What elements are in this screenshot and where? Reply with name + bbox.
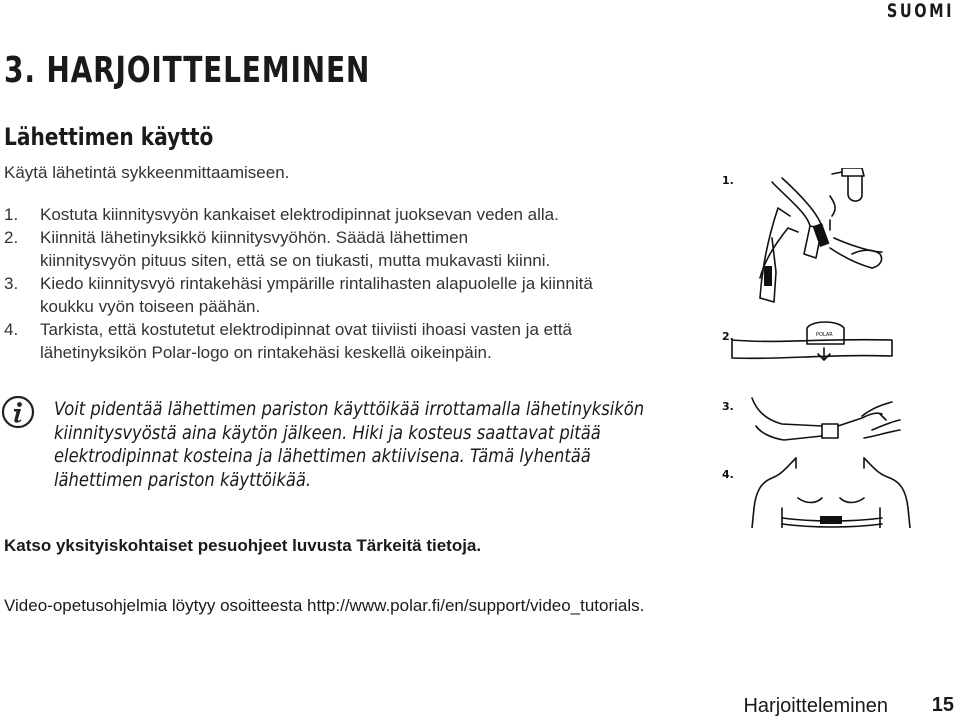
note-text: Voit pidentää lähettimen pariston käyttöikää irrottamalla lähetinyksikön kiinnitysvyöstä aina käytön jälkeen. Hiki ja kosteus saattavat pitää elektrodipinnat kosteina ja lähettimen aktiivisena. Tämä lyhentää lähettimen pariston käyttöikää. [54,398,645,491]
step-text: Kiinnitä lähetinyksikkö kiinnitysvyöhön. Säädä lähettimen kiinnitysvyön pituus siten, että se on tiukasti, mutta mukavasti kiinni. [40,228,551,270]
step-text: Kiedo kiinnitysvyö rintakehäsi ympärille rintalihasten alapuolelle ja kiinnitä koukku vyön toiseen päähän. [40,274,593,316]
figure-label-1: 1. [722,174,734,187]
figure-label-3: 3. [722,400,734,413]
step-number: 3. [4,274,19,293]
instruction-steps [4,203,664,364]
step-number: 2. [4,228,19,247]
figure-label-2: 2. [722,330,734,343]
footer-section-name: Harjoitteleminen [743,695,888,717]
transmitter-unit [820,516,842,524]
transmitter-illustration [712,168,952,528]
step-2 [4,226,664,272]
video-tutorials-note: Video-opetusohjelmia löytyy osoitteesta http://www.polar.fi/en/support/video_tutorials. [4,596,645,615]
step-1 [4,203,664,226]
section-title: Lähettimen käyttö [4,123,214,151]
intro-text: Käytä lähetintä sykkeenmittaamiseen. [4,163,290,182]
care-instructions-note: Katso yksityiskohtaiset pesuohjeet luvusta Tärkeitä tietoja. [4,536,482,555]
page-number: 15 [931,694,954,716]
step-3-illustration [752,398,900,440]
step-text: Tarkista, että kostutetut elektrodipinnat ovat tiiviisti ihoasi vasten ja että lähetinyksikön Polar-logo on rintakehäsi keskellä oikeinpäin. [40,320,572,362]
chapter-title: 3. HARJOITTELEMINEN [4,50,371,91]
polar-logo: POLAR [816,332,833,338]
step-3 [4,272,664,318]
info-icon [1,395,35,429]
language-label: SUOMI [886,0,954,22]
step-text: Kostuta kiinnitysvyön kankaiset elektrodipinnat juoksevan veden alla. [40,205,559,224]
step-2-illustration [732,322,892,360]
step-number: 1. [4,205,19,224]
figure-label-4: 4. [722,468,734,481]
step-number: 4. [4,320,19,339]
step-4 [4,318,664,364]
